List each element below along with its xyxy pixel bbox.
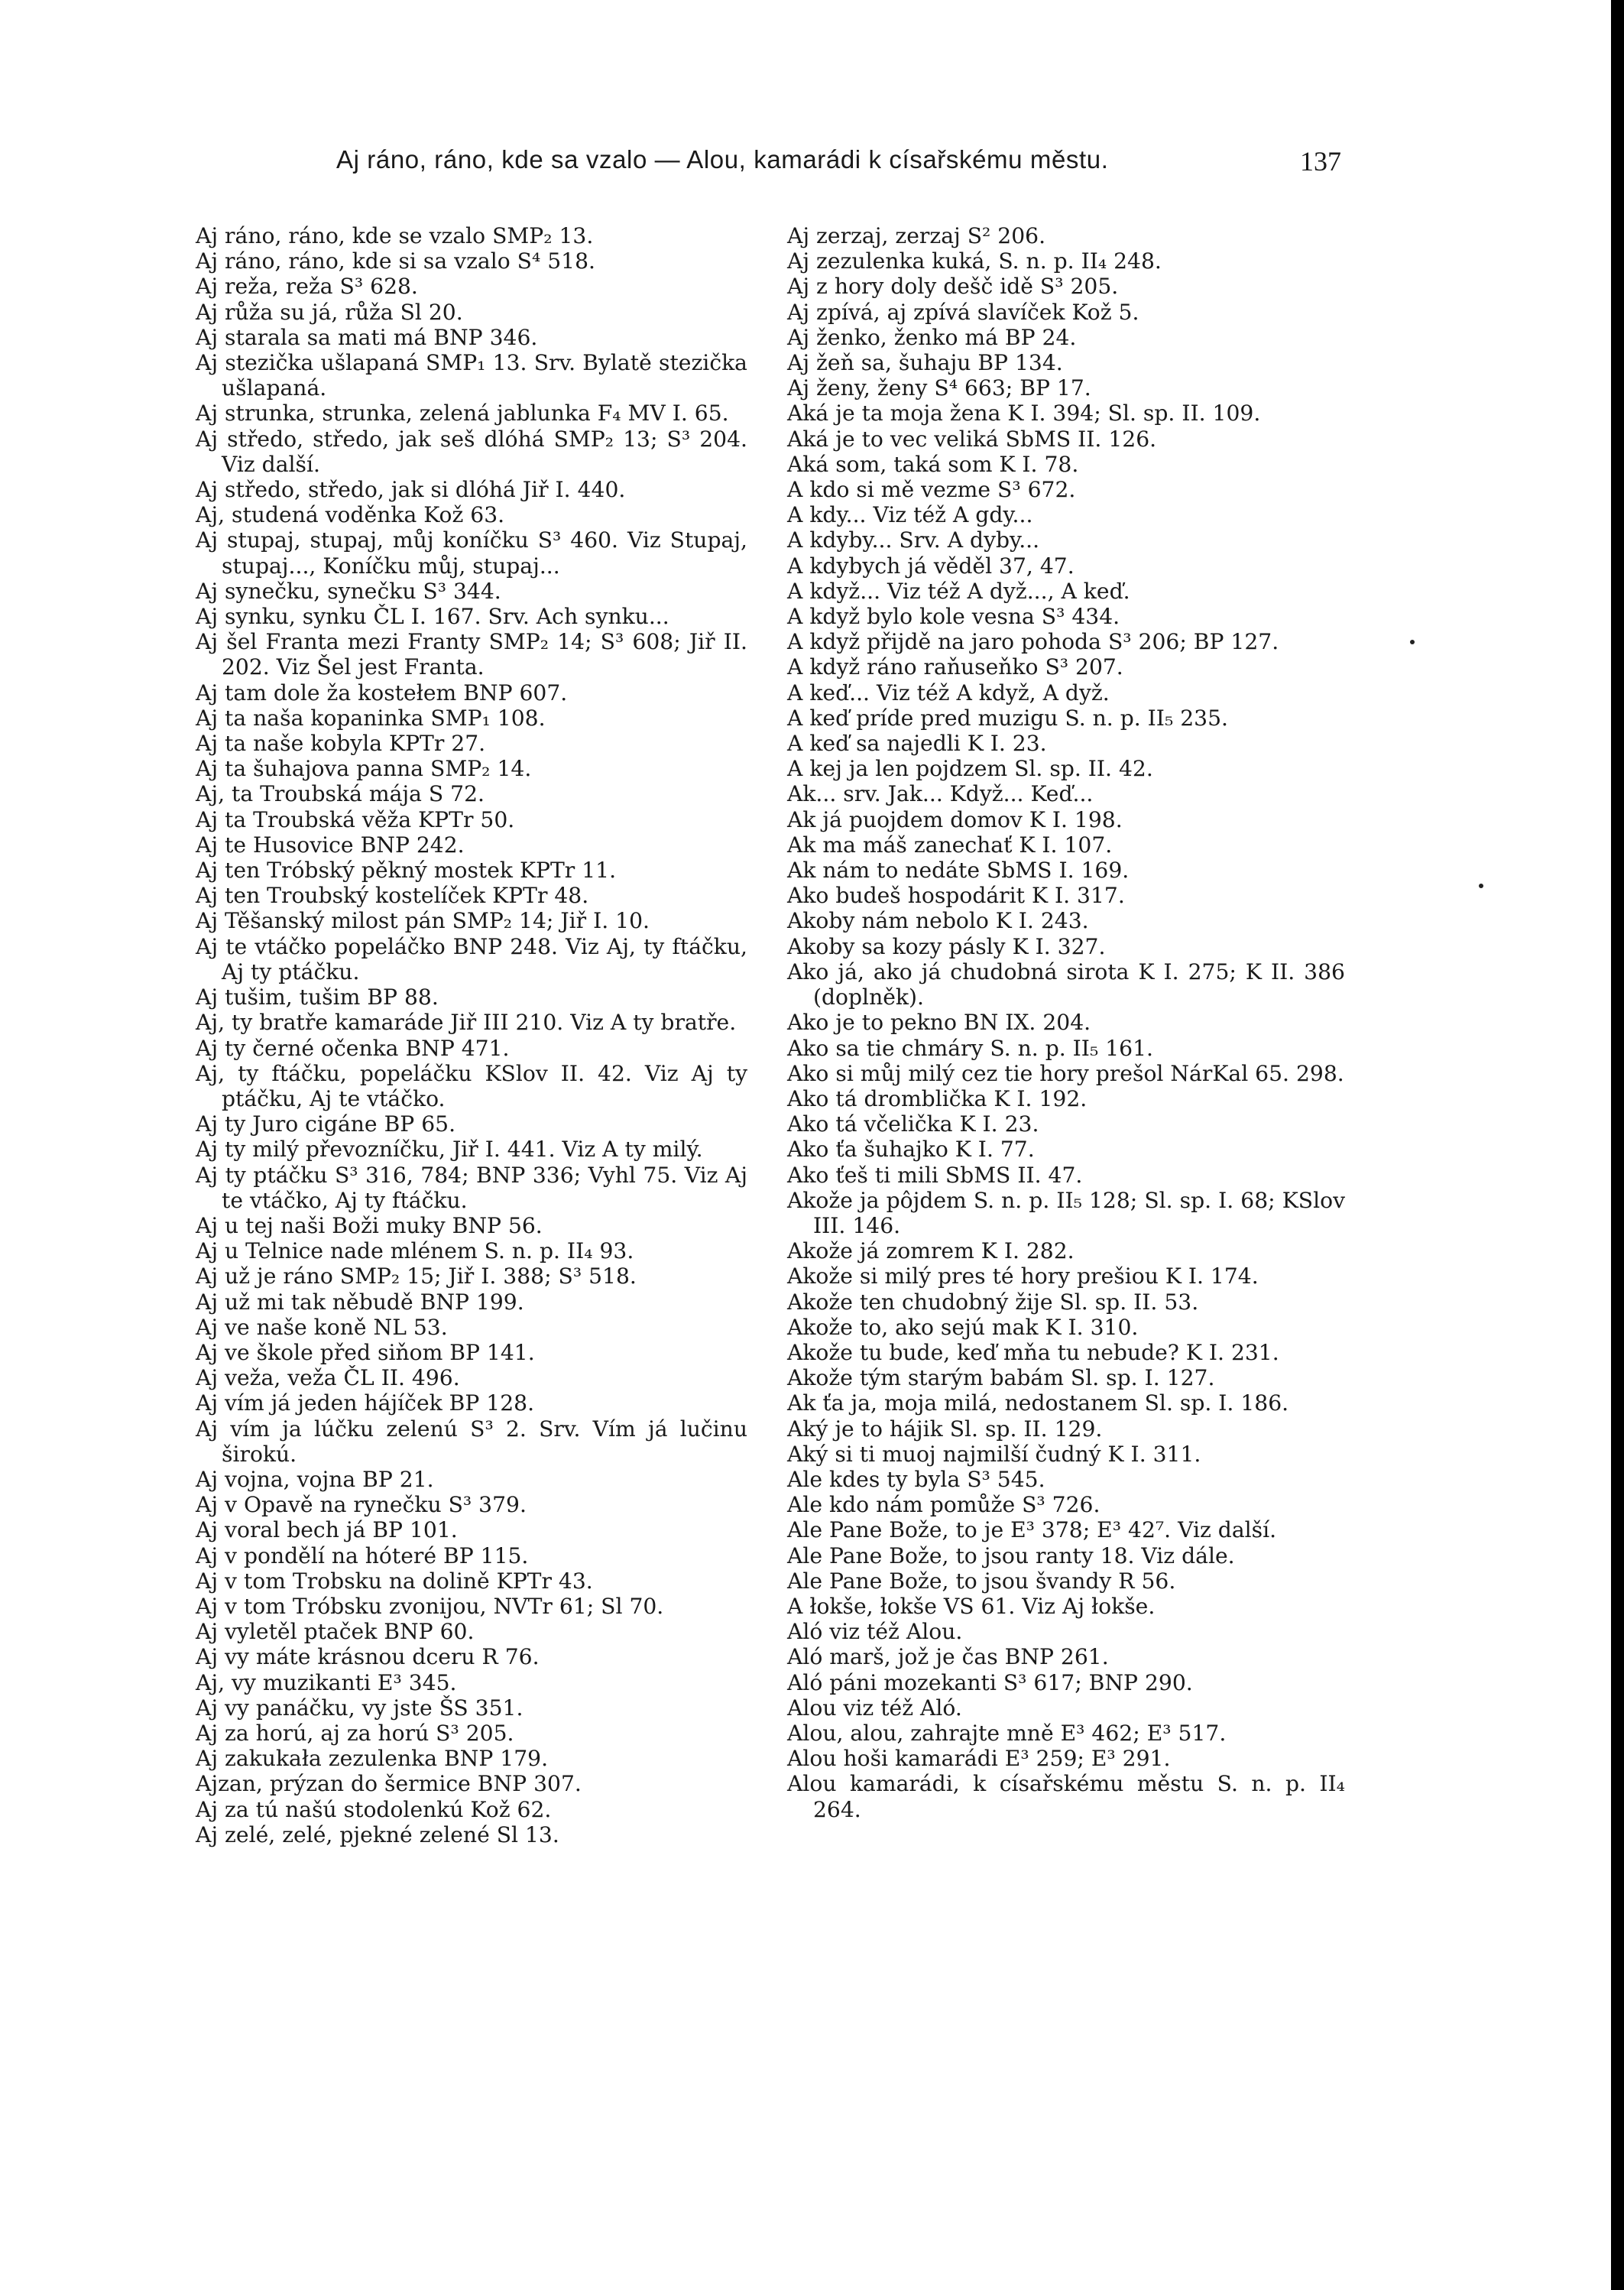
index-entry: A kdyby... Srv. A dyby... bbox=[787, 527, 1040, 553]
index-entry: Ale kdes ty byla S³ 545. bbox=[787, 1466, 1045, 1492]
index-entry: Aký je to hájik Sl. sp. II. 129. bbox=[787, 1416, 1103, 1442]
index-entry: Aj středo, středo, jak seš dlóhá SMP₂ 13; S³ 204. Viz další. bbox=[196, 426, 747, 477]
index-entry: Akože ja pôjdem S. n. p. II₅ 128; Sl. sp. I. 68; KSlov III. 146. bbox=[787, 1187, 1345, 1238]
index-entry: Aj strunka, strunka, zelená jablunka F₄ MV I. 65. bbox=[196, 401, 729, 427]
index-entry: Ale Pane Bože, to je E³ 378; E³ 42⁷. Viz další. bbox=[787, 1517, 1277, 1543]
index-entry: Aj v Opavě na rynečku S³ 379. bbox=[196, 1492, 527, 1518]
index-entry: Aj ty černé očenka BNP 471. bbox=[196, 1035, 510, 1061]
index-entry: Aj vy máte krásnou dceru R 76. bbox=[196, 1644, 540, 1670]
index-entry: Ako ťa šuhajko K I. 77. bbox=[787, 1137, 1035, 1163]
index-entry: Akoby sa kozy pásly K I. 327. bbox=[787, 933, 1106, 959]
index-entry: Aký si ti muoj najmilší čudný K I. 311. bbox=[787, 1441, 1201, 1467]
index-entry: Aj ty Juro cigáne BP 65. bbox=[196, 1111, 456, 1137]
page-header bbox=[336, 145, 1341, 183]
index-entry: Aj reža, reža S³ 628. bbox=[196, 274, 418, 300]
index-entry: Ale kdo nám pomůže S³ 726. bbox=[787, 1492, 1100, 1518]
index-entry: Ako si můj milý cez tie hory prešol NárKal 65. 298. bbox=[787, 1060, 1344, 1086]
index-entry: Aj růža su já, růža Sl 20. bbox=[196, 299, 463, 325]
index-entry: Akože tým starým babám Sl. sp. I. 127. bbox=[787, 1365, 1215, 1391]
index-entry: Aj vy panáčku, vy jste ŠS 351. bbox=[196, 1695, 524, 1721]
index-entry: Alou kamarádi, k císařskému městu S. n. p. II₄ 264. bbox=[787, 1771, 1345, 1822]
index-entry: Aj ten Troubský kostelíček KPTr 48. bbox=[196, 883, 589, 909]
index-entry: Aj vím já jeden hájíček BP 128. bbox=[196, 1390, 535, 1416]
index-entry: Aj ta šuhajova panna SMP₂ 14. bbox=[196, 756, 532, 782]
scan-edge-border bbox=[1611, 0, 1624, 2290]
index-entry: Aló viz též Alou. bbox=[787, 1619, 963, 1645]
index-entry: Aló marš, jož je čas BNP 261. bbox=[787, 1644, 1109, 1670]
index-entry: A když... Viz též A dyž..., A keď. bbox=[787, 578, 1130, 604]
index-entry: Aj už mi tak něbudě BNP 199. bbox=[196, 1289, 524, 1315]
index-column-left bbox=[196, 223, 747, 1847]
index-entry: Ako já, ako já chudobná sirota K I. 275; K II. 386 (doplněk). bbox=[787, 958, 1345, 1010]
page-number: 137 bbox=[1300, 146, 1341, 177]
index-entry: Akože ten chudobný žije Sl. sp. II. 53. bbox=[787, 1289, 1199, 1315]
index-entry: Aj, studená voděnka Kož 63. bbox=[196, 502, 505, 528]
index-entry: Alou viz též Aló. bbox=[787, 1695, 962, 1721]
index-entry: Aj ve naše koně NL 53. bbox=[196, 1314, 448, 1340]
index-entry: Ako je to pekno BN IX. 204. bbox=[787, 1010, 1091, 1036]
index-entry: A keď príde pred muzigu S. n. p. II₅ 235. bbox=[787, 705, 1228, 731]
index-entry: Ako tá včelička K I. 23. bbox=[787, 1111, 1039, 1137]
index-entry: Aj, ty bratře kamaráde Jiř III 210. Viz A ty bratře. bbox=[196, 1010, 737, 1036]
index-entry: Aj vyletěl ptaček BNP 60. bbox=[196, 1619, 475, 1645]
index-column-right bbox=[787, 223, 1345, 1822]
index-entry: Aká som, taká som K I. 78. bbox=[787, 451, 1079, 477]
index-entry: Aj v pondělí na hóteré BP 115. bbox=[196, 1542, 529, 1568]
index-entry: Aj ráno, ráno, kde si sa vzalo S⁴ 518. bbox=[196, 248, 595, 274]
index-entry: Aj zpívá, aj zpívá slavíček Kož 5. bbox=[787, 299, 1139, 325]
index-entry: A když přijdě na jaro pohoda S³ 206; BP 127. bbox=[787, 629, 1279, 655]
index-entry: Ako tá dromblička K I. 192. bbox=[787, 1085, 1088, 1111]
index-entry: Aj zelé, zelé, pjekné zelené Sl 13. bbox=[196, 1821, 559, 1847]
index-entry: Aj starala sa mati má BNP 346. bbox=[196, 324, 538, 350]
index-entry: A kdybych já věděl 37, 47. bbox=[787, 553, 1075, 579]
index-entry: Aj tam dole ža kostełem BNP 607. bbox=[196, 680, 568, 705]
index-entry: Aj středo, středo, jak si dlóhá Jiř I. 440. bbox=[196, 477, 626, 503]
index-entry: Aj tušim, tušim BP 88. bbox=[196, 984, 439, 1010]
index-entry: A keď sa najedli K I. 23. bbox=[787, 731, 1047, 757]
index-entry: Ak ma máš zanechať K I. 107. bbox=[787, 832, 1113, 858]
index-entry: Aj, vy muzikanti E³ 345. bbox=[196, 1669, 457, 1695]
index-entry: A kdy... Viz též A gdy... bbox=[787, 502, 1033, 528]
index-entry: Aj ženko, ženko má BP 24. bbox=[787, 324, 1077, 350]
index-entry: Ak nám to nedáte SbMS I. 169. bbox=[787, 858, 1130, 884]
index-entry: Aj stupaj, stupaj, můj koníčku S³ 460. Viz Stupaj, stupaj..., Koníčku můj, stupaj... bbox=[196, 527, 747, 579]
index-entry: Aj z hory doly dešč idě S³ 205. bbox=[787, 274, 1119, 300]
index-entry: Alou, alou, zahrajte mně E³ 462; E³ 517. bbox=[787, 1720, 1227, 1746]
index-entry: Aj zezulenka kuká, S. n. p. II₄ 248. bbox=[787, 248, 1162, 274]
index-entry: Aj ve škole před siňom BP 141. bbox=[196, 1339, 535, 1365]
index-entry: Aj Těšanský milost pán SMP₂ 14; Jiř I. 10. bbox=[196, 908, 650, 934]
index-entry: Aj ty ptáčku S³ 316, 784; BNP 336; Vyhl 75. Viz Aj te vtáčko, Aj ty ftáčku. bbox=[196, 1162, 747, 1213]
index-entry: Aj te Husovice BNP 242. bbox=[196, 832, 465, 858]
index-entry: Aj v tom Trobsku na dolině KPTr 43. bbox=[196, 1568, 593, 1594]
index-entry: Aló páni mozekanti S³ 617; BNP 290. bbox=[787, 1669, 1193, 1695]
index-entry: Aj šel Franta mezi Franty SMP₂ 14; S³ 608; Jiř II. 202. Viz Šel jest Franta. bbox=[196, 629, 747, 680]
index-entry: Ale Pane Bože, to jsou švandy R 56. bbox=[787, 1568, 1176, 1594]
index-entry: Akože já zomrem K I. 282. bbox=[787, 1238, 1075, 1264]
index-entry: Aká je ta moja žena K I. 394; Sl. sp. II. 109. bbox=[787, 401, 1261, 427]
index-entry: Ak já puojdem domov K I. 198. bbox=[787, 806, 1123, 832]
index-entry: Aj ty milý převozníčku, Jiř I. 441. Viz A ty milý. bbox=[196, 1137, 703, 1163]
index-entry: Ako sa tie chmáry S. n. p. II₅ 161. bbox=[787, 1035, 1153, 1061]
scan-dot-mark bbox=[1479, 884, 1483, 888]
index-entry: Aj synečku, synečku S³ 344. bbox=[196, 578, 501, 604]
index-entry: Aj stezička ušlapaná SMP₁ 13. Srv. Bylatě stezička ušlapaná. bbox=[196, 350, 747, 401]
index-entry: Ak... srv. Jak... Když... Keď... bbox=[787, 781, 1094, 807]
index-entry: Akože si milý pres té hory prešiou K I. 174. bbox=[787, 1263, 1259, 1289]
index-entry: Akoby nám nebolo K I. 243. bbox=[787, 908, 1089, 934]
index-entry: Aj te vtáčko popeláčko BNP 248. Viz Aj, ty ftáčku, Aj ty ptáčku. bbox=[196, 933, 747, 984]
index-entry: Aj u Telnice nade mlénem S. n. p. II₄ 93. bbox=[196, 1238, 634, 1264]
index-entry: Aj ženy, ženy S⁴ 663; BP 17. bbox=[787, 375, 1091, 401]
index-entry: Aj u tej naši Boži muky BNP 56. bbox=[196, 1212, 543, 1238]
index-entry: A kdo si mě vezme S³ 672. bbox=[787, 477, 1076, 503]
index-entry: Aj ta naše kobyla KPTr 27. bbox=[196, 731, 486, 757]
index-entry: Ako ťeš ti mili SbMS II. 47. bbox=[787, 1162, 1083, 1188]
index-entry: Aj veža, veža ČL II. 496. bbox=[196, 1365, 460, 1391]
index-entry: A kej ja len pojdzem Sl. sp. II. 42. bbox=[787, 756, 1153, 782]
index-entry: A łokše, łokše VS 61. Viz Aj łokše. bbox=[787, 1593, 1156, 1619]
index-entry: Ajzan, prýzan do šermice BNP 307. bbox=[196, 1771, 582, 1797]
index-entry: Akože to, ako sejú mak K I. 310. bbox=[787, 1314, 1139, 1340]
index-entry: Ak ťa ja, moja milá, nedostanem Sl. sp. I. 186. bbox=[787, 1390, 1289, 1416]
index-entry: Aj ten Tróbský pěkný mostek KPTr 11. bbox=[196, 858, 617, 884]
index-entry: A když ráno raňuseňko S³ 207. bbox=[787, 654, 1123, 680]
index-entry: Aj žeň sa, šuhaju BP 134. bbox=[787, 350, 1063, 376]
index-entry: Aj zerzaj, zerzaj S² 206. bbox=[787, 223, 1046, 248]
index-entry: Aj vím ja lúčku zelenú S³ 2. Srv. Vím já lučinu širokú. bbox=[196, 1416, 747, 1467]
index-entry: Ale Pane Bože, to jsou ranty 18. Viz dále. bbox=[787, 1542, 1235, 1568]
index-entry: Aj za horú, aj za horú S³ 205. bbox=[196, 1720, 514, 1746]
index-entry: Aj vojna, vojna BP 21. bbox=[196, 1466, 434, 1492]
index-entry: Aj ta naša kopaninka SMP₁ 108. bbox=[196, 705, 546, 731]
index-entry: Aj zakukała zezulenka BNP 179. bbox=[196, 1746, 549, 1772]
index-entry: Aj ta Troubská věža KPTr 50. bbox=[196, 806, 515, 832]
index-entry: Aj synku, synku ČL I. 167. Srv. Ach synku... bbox=[196, 604, 669, 630]
index-entry: Aj v tom Tróbsku zvonijou, NVTr 61; Sl 70. bbox=[196, 1593, 664, 1619]
index-entry: A keď... Viz též A když, A dyž. bbox=[787, 680, 1110, 705]
index-entry: Ako budeš hospodárit K I. 317. bbox=[787, 883, 1125, 909]
index-entry: Aj voral bech já BP 101. bbox=[196, 1517, 458, 1543]
index-entry: Aj už je ráno SMP₂ 15; Jiř I. 388; S³ 518. bbox=[196, 1263, 637, 1289]
index-entry: Aká je to vec veliká SbMS II. 126. bbox=[787, 426, 1157, 452]
index-entry: Aj, ta Troubská mája S 72. bbox=[196, 781, 485, 807]
index-entry: Aj ráno, ráno, kde se vzalo SMP₂ 13. bbox=[196, 223, 594, 248]
index-entry: Aj za tú našú stodolenkú Kož 62. bbox=[196, 1796, 552, 1822]
index-entry: Alou hoši kamarádi E³ 259; E³ 291. bbox=[787, 1746, 1171, 1772]
scan-dot-mark bbox=[1410, 640, 1415, 644]
running-title: Aj ráno, ráno, kde sa vzalo — Alou, kamarádi k císařskému městu. bbox=[336, 145, 1109, 174]
index-entry: A když bylo kole vesna S³ 434. bbox=[787, 604, 1120, 630]
index-entry: Akože tu bude, keď mňa tu nebude? K I. 231. bbox=[787, 1339, 1279, 1365]
index-entry: Aj, ty ftáčku, popeláčku KSlov II. 42. Viz Aj ty ptáčku, Aj te vtáčko. bbox=[196, 1060, 747, 1111]
